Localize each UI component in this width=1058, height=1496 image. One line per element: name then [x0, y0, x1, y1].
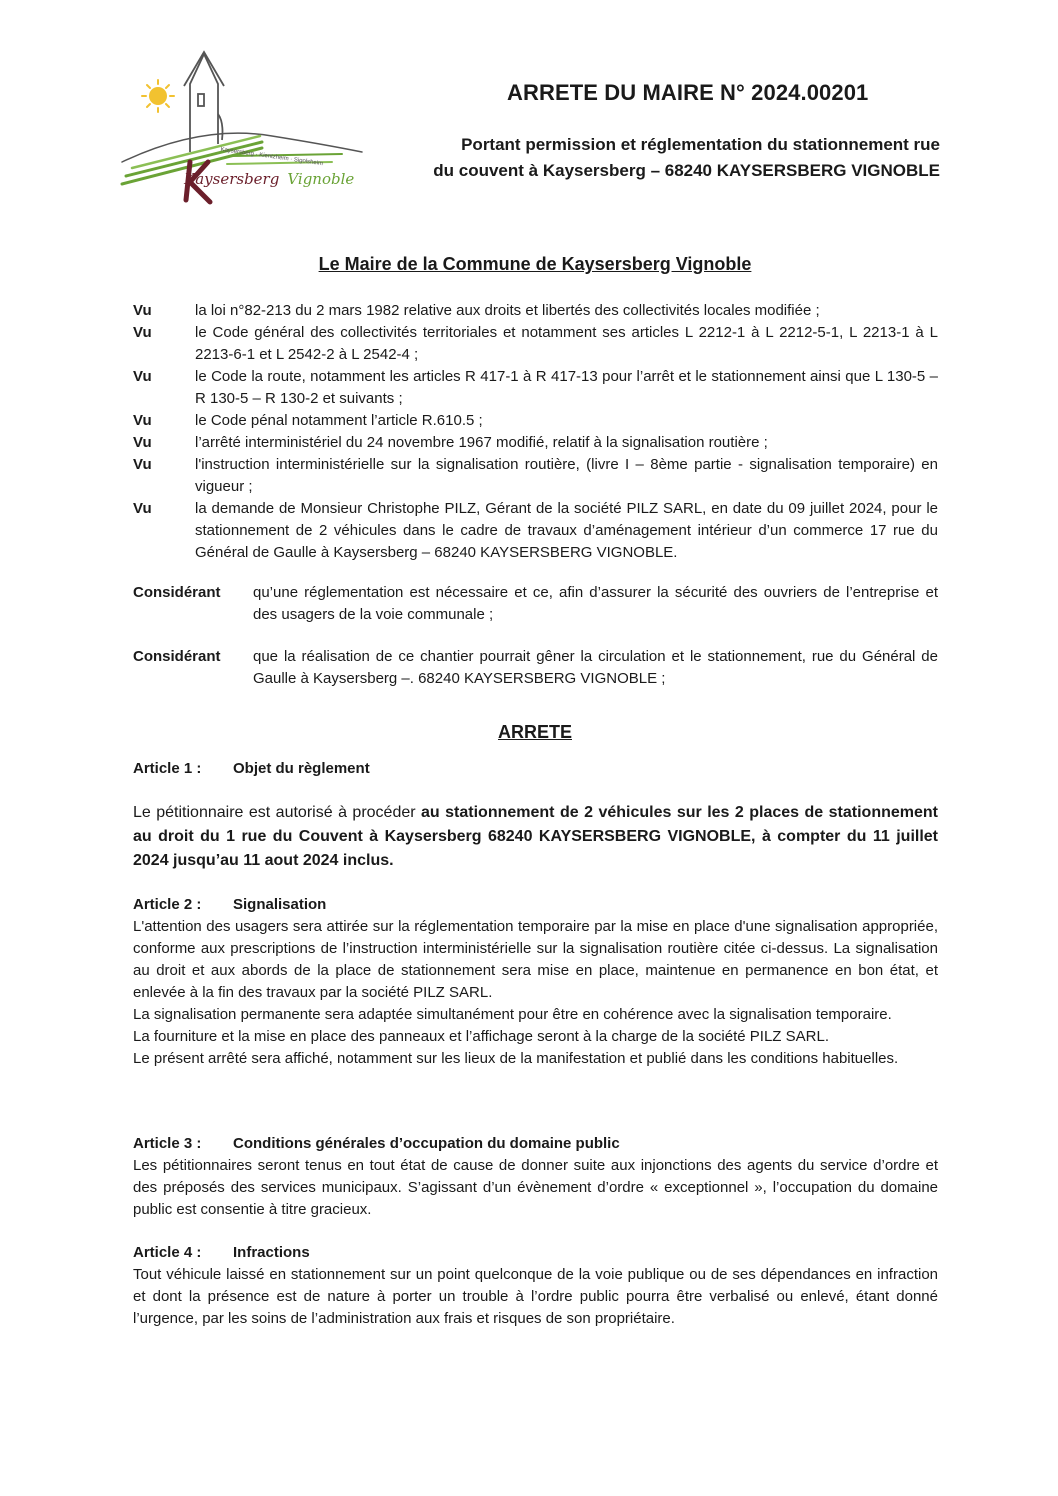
vu-text: le Code général des collectivités territoriales et notamment ses articles L 2212-1 à L 2212-5-1, L 2213-1 à L 2213-6-1 et L 2542-2 à L 2542-4 ;: [195, 324, 938, 363]
considerant-text: que la réalisation de ce chantier pourrait gêner la circulation et le stationnement, rue du Général de Gaulle à Kaysersberg –. 68240 KAYSERSBERG VIGNOBLE ;: [253, 648, 938, 687]
article-title: Objet du règlement: [233, 760, 370, 777]
logo-name: Kaysersberg: [184, 170, 280, 188]
article-2-text: [133, 916, 938, 1070]
article-2-paragraph: Le présent arrêté sera affiché, notamment sur les lieux de la manifestation et publié dans les conditions habituelles.: [133, 1050, 899, 1067]
logo-name-suffix: Vignoble: [287, 170, 355, 188]
article-4-text: Tout véhicule laissé en stationnement sur un point quelconque de la voie publique ou de ses dépendances en infraction et dont la présence est de nature à porter un trouble à l’ordre public pourra être verbalisé ou enlevé, étant donné l’urgence, par les soins de l’administration aux frais et risques de son propriétaire.: [133, 1266, 938, 1327]
subtitle-line-2: du couvent à Kaysersberg – 68240 KAYSERSBERG VIGNOBLE: [433, 161, 940, 180]
article-2-heading: [133, 896, 326, 913]
article-3-heading: [133, 1135, 620, 1152]
sun-icon: [142, 80, 174, 112]
article-1-intro: Le pétitionnaire est autorisé à procéder: [133, 804, 422, 821]
vu-text: l’arrêté interministériel du 24 novembre 1967 modifié, relatif à la signalisation routière ;: [195, 434, 768, 451]
tower-icon: [184, 52, 224, 152]
vu-item: [133, 498, 938, 564]
considerant-item: [133, 582, 938, 626]
article-title: Infractions: [233, 1244, 310, 1261]
document-title: ARRETE DU MAIRE N° 2024.00201: [507, 80, 869, 105]
article-title: Conditions générales d’occupation du domaine public: [233, 1135, 620, 1152]
vu-text: le Code la route, notamment les articles R 417-1 à R 417-13 pour l’arrêt et le stationnement ainsi que L 130-5 – R 130-5 – R 130-2 et suivants ;: [195, 368, 938, 407]
vu-item: [133, 432, 938, 454]
vu-item: [133, 322, 938, 366]
vu-label: Vu: [133, 500, 152, 517]
vu-label: Vu: [133, 434, 152, 451]
article-number: Article 2 :: [133, 896, 202, 913]
vu-label: Vu: [133, 456, 152, 473]
vu-text: la loi n°82-213 du 2 mars 1982 relative aux droits et libertés des collectivités locales modifiée ;: [195, 302, 820, 319]
vu-item: [133, 366, 938, 410]
document-subtitle: [380, 132, 940, 184]
article-4-heading: [133, 1244, 310, 1261]
vu-label: Vu: [133, 412, 152, 429]
considerant-text: qu’une réglementation est nécessaire et ce, afin d’assurer la sécurité des ouvriers de l’entreprise et des usagers de la voie communale ;: [253, 584, 938, 623]
article-number: Article 3 :: [133, 1135, 202, 1152]
article-1-heading: [133, 760, 370, 777]
municipality-logo: [112, 44, 372, 214]
article-title: Signalisation: [233, 896, 327, 913]
article-3-text: Les pétitionnaires seront tenus en tout état de cause de donner suite aux injonctions des agents du service d’ordre et des préposés des services municipaux. S’agissant d’un évènement d’ordre « exceptionnel », l’occupation du domaine public est consentie à titre gracieux.: [133, 1157, 938, 1218]
mayor-heading: Le Maire de la Commune de Kaysersberg Vignoble: [318, 254, 752, 274]
article-2-paragraph: L'attention des usagers sera attirée sur la réglementation temporaire par la mise en place d'une signalisation appropriée, conforme aux prescriptions de l’instruction interministérielle sur la signalisation routière citée ci-dessus. La signalisation au droit et aux abords de la place de stationnement sera mise en place, maintenue en permanence en bon état, et enlevée à la fin des travaux par la société PILZ SARL.: [133, 918, 938, 1001]
article-1-text: [133, 801, 938, 873]
article-1-emphasis: au stationnement de 2 véhicules sur les 2 places de stationnement au droit du 1 rue du Couvent à Kaysersberg 68240 KAYSERSBERG VIGNOBLE, à compter du 11 juillet 2024 jusqu’au 11 aout 2024 inclus.: [133, 804, 938, 869]
vu-text: le Code pénal notamment l’article R.610.5 ;: [195, 412, 483, 429]
article-2-paragraph: La signalisation permanente sera adaptée simultanément pour être en cohérence avec la signalisation temporaire.: [133, 1006, 892, 1023]
vu-label: Vu: [133, 368, 152, 385]
subtitle-line-1: Portant permission et réglementation du stationnement rue: [461, 135, 940, 154]
vu-text: la demande de Monsieur Christophe PILZ, Gérant de la société PILZ SARL, en date du 09 juillet 2024, pour le stationnement de 2 véhicules dans le cadre de travaux d’aménagement intérieur d’un commerce 17 rue du Général de Gaulle à Kaysersberg – 68240 KAYSERSBERG VIGNOBLE.: [195, 500, 938, 561]
vu-item: [133, 410, 938, 432]
considerant-item: [133, 646, 938, 690]
arrete-heading: ARRETE: [497, 722, 572, 742]
logo-wordmark: [184, 170, 354, 188]
logo-localities: Kaysersberg · Kientzheim · Sigolsheim: [220, 146, 324, 168]
article-number: Article 4 :: [133, 1244, 202, 1261]
vu-list: [133, 300, 938, 564]
considerant-label: Considérant: [133, 584, 221, 601]
vu-item: [133, 300, 938, 322]
vu-label: Vu: [133, 302, 152, 319]
vu-text: l'instruction interministérielle sur la signalisation routière, (livre I – 8ème partie - signalisation temporaire) en vigueur ;: [195, 456, 938, 495]
vu-item: [133, 454, 938, 498]
article-number: Article 1 :: [133, 760, 202, 777]
considerant-label: Considérant: [133, 648, 221, 665]
vu-label: Vu: [133, 324, 152, 341]
article-2-paragraph: La fourniture et la mise en place des panneaux et l’affichage seront à la charge de la société PILZ SARL.: [133, 1028, 829, 1045]
logo-graphic: [112, 44, 372, 214]
